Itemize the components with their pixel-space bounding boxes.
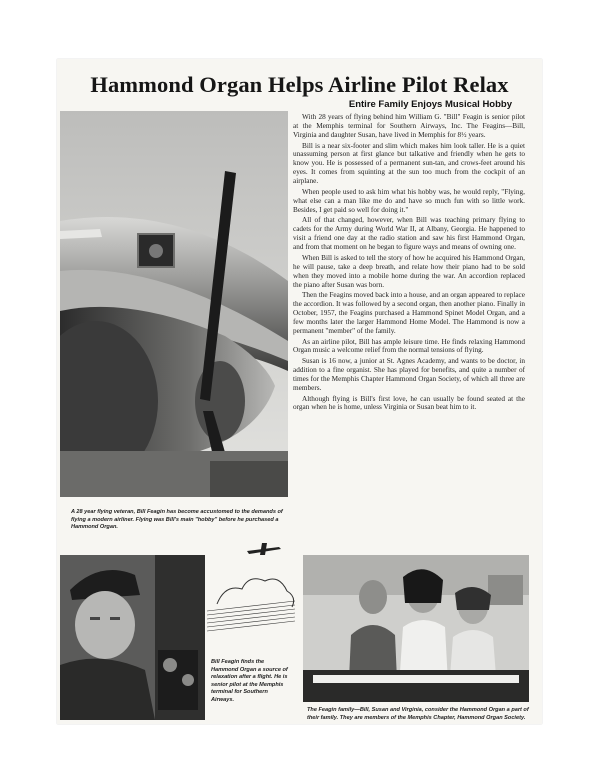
- paragraph: Then the Feagins moved back into a house, and an organ appeared to replace the accordion. It was followed by a second organ, then another piano. Finally in October, 1957, the Feagins purchased a Hammond Spinet Model Organ, and a few months later the larger Hammond Home Model. The Hammond is now a permanent "member" of the family.: [293, 291, 525, 335]
- magazine-page: [57, 59, 542, 724]
- paragraph: With 28 years of flying behind him William G. "Bill" Feagin is senior pilot at the Memphis terminal for Southern Airways, Inc. The Feagins—Bill, Virginia and daughter Susan, have lived in Memphis for 8½ years.: [293, 113, 525, 139]
- paragraph: Although flying is Bill's first love, he can usually be found seated at the organ when he is home, unless Virginia or Susan beat him to it.: [293, 394, 525, 412]
- cockpit-caption: Bill Feagin finds the Hammond Organ a source of relaxation after a flight. He is senior pilot at the Memphis terminal for Southern Airways.: [211, 659, 288, 703]
- family-caption: The Feagin family—Bill, Susan and Virginia, consider the Hammond Organ a part of their family. They are members of the Memphis Chapter, Hammond Organ Society.: [307, 707, 529, 721]
- family-photo: [303, 555, 529, 702]
- airplane-caption: A 28 year flying veteran, Bill Feagin has become accustomed to the demands of flying a modern airliner. Flying was Bill's main "hobby" before he purchased a Hammond Organ.: [71, 509, 283, 531]
- article-body: [293, 113, 525, 414]
- paragraph: Bill is a near six-footer and slim which makes him look taller. He is a quiet unassuming person at first glance but talkative and friendly when he gets to know you. He is possessed of a permanent sun-tan, and crows-feet around his eyes. It comes from squinting at the sun too much from the cockpit of an airplane.: [293, 141, 525, 186]
- paragraph: Susan is 16 now, a junior at St. Agnes Academy, and wants to be doctor, in addition to a fine organist. She has played for benefits, and quite a number of times for the Memphis Chapter Hammond Organ Society, of which all three are members.: [293, 357, 525, 392]
- family-image: [303, 555, 529, 702]
- page-title: Hammond Organ Helps Airline Pilot Relax: [90, 72, 509, 97]
- cockpit-photo: [60, 555, 205, 720]
- pilot-image: [60, 555, 205, 720]
- paragraph: As an airline pilot, Bill has ample leisure time. He finds relaxing Hammond Organ music a welcome relief from the normal tensions of flying.: [293, 337, 525, 355]
- paragraph: When people used to ask him what his hobby was, he would reply, "Flying, what else can a man like me do and have so much fun with so little work. Besides, I get paid so well for doing it.": [293, 187, 525, 214]
- paragraph: All of that changed, however, when Bill was teaching primary flying to cadets for the Army during World War II, at Albany, Georgia. He happened to visit a friend one day at the radio station and saw his first Hammond Organ, and from that moment on he began to figure ways and means of owning one.: [293, 216, 525, 252]
- flight-illustration: [207, 539, 297, 639]
- subtitle: Entire Family Enjoys Musical Hobby: [348, 99, 512, 110]
- airplane-photo: [60, 111, 288, 497]
- paragraph: When Bill is asked to tell the story of how he acquired his Hammond Organ, he will pause, take a deep breath, and relate how their piano had to be sold when they moved into a mobile home during the war. An accordion replaced the piano after Susan was born.: [293, 253, 525, 289]
- airplane-image: [60, 111, 288, 497]
- airplane-icon: [207, 539, 297, 639]
